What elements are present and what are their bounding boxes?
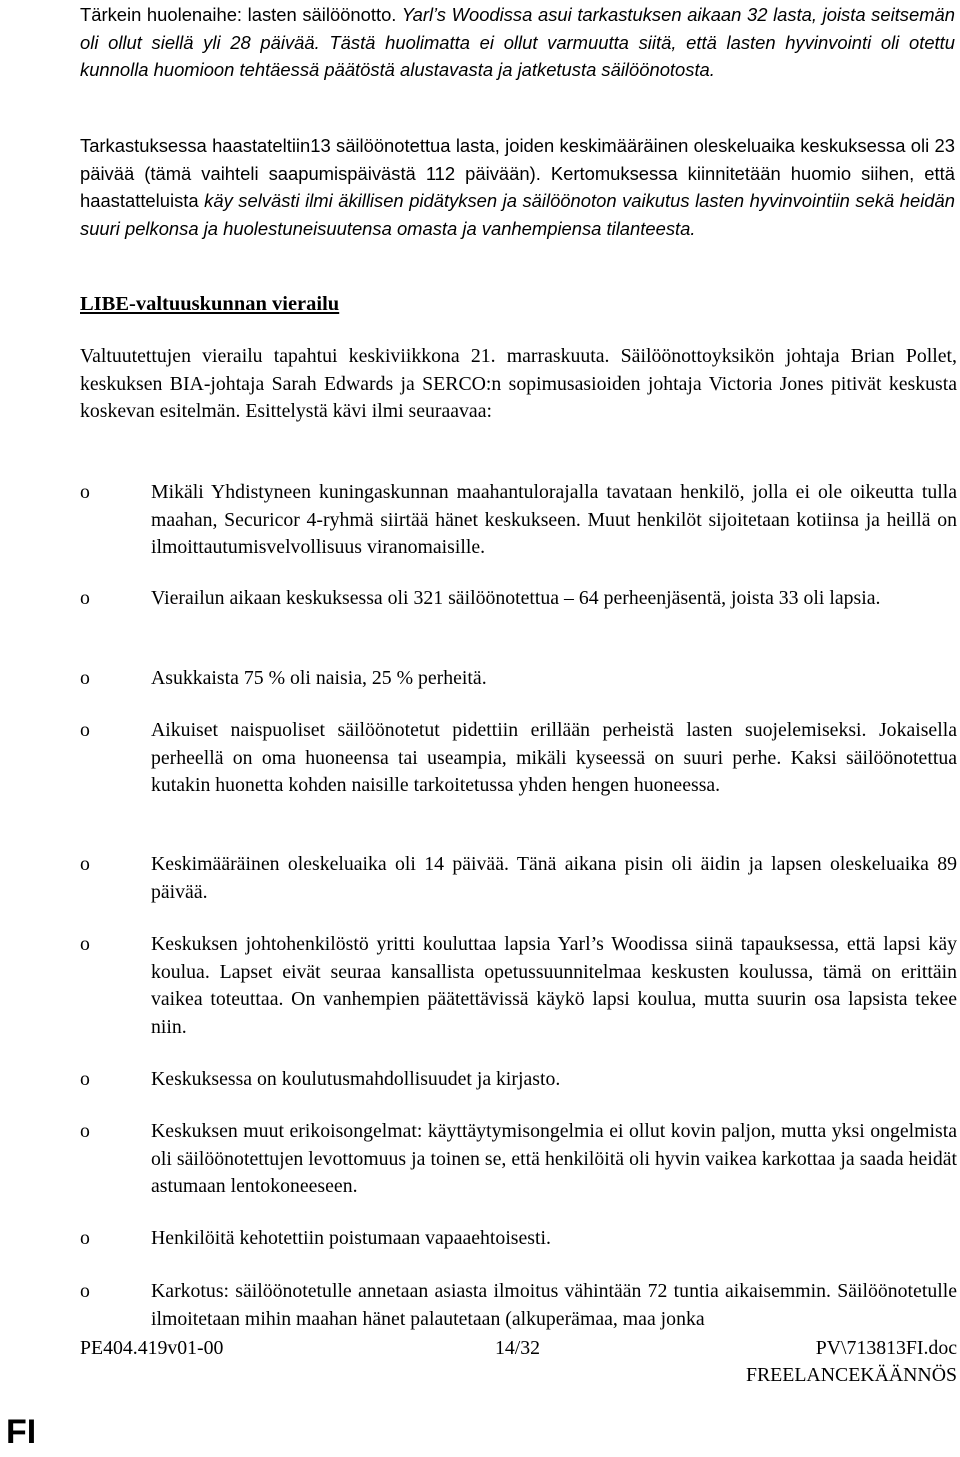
bullet-text: Aikuiset naispuoliset säilöönotetut pidettiin erillään perheistä lasten suojelemiseksi. Jokaisella perheellä on oma huoneensa tai useampia, mikäli kyseessä on suuri perhe. Kaksi säilöönotettua kutakin huonetta kohden naisille tarkoitetussa yhden hengen huoneessa. (151, 719, 957, 796)
bullet-marker: o (80, 587, 90, 609)
bullet-marker: o (80, 667, 90, 689)
bullet-marker: o (80, 1120, 90, 1142)
language-tag: FI (6, 1413, 37, 1451)
bullet-marker: o (80, 1068, 90, 1090)
bullet-text: Asukkaista 75 % oli naisia, 25 % perheitä. (151, 667, 487, 689)
intro-paragraph (80, 1, 955, 84)
footer-file-name: PV\713813FI.doc (815, 1337, 957, 1359)
bullet-marker: o (80, 933, 90, 955)
section-heading: LIBE-valtuuskunnan vierailu (80, 293, 340, 315)
bullet-text: Keskuksen muut erikoisongelmat: käyttäytymisongelmia ei ollut kovin paljon, mutta yksi ongelmista oli säilöönotettujen levottomuus ja toinen se, että henkilöitä oli hyvin vaikea karkottaa ja saada heidät astumaan lentokoneeseen. (151, 1120, 957, 1197)
bullet-text: Mikäli Yhdistyneen kuningaskunnan maahantulorajalla tavataan henkilö, jolla ei ole oikeutta tulla maahan, Securicor 4-ryhmä siirtää hänet keskukseen. Muut henkilöt sijoitetaan kotiinsa ja heillä on ilmoittautumisvelvollisuus viranomaisille. (151, 481, 957, 558)
page-footer (80, 1335, 957, 1395)
inspection-text: Tarkastuksessa haastateltiin13 säilöönotettua lasta, joiden keskimääräinen oleskeluaika keskuksessa oli 23 päivää (tämä vaihteli saapumispäivästä 112 päivään). Kertomuksessa kiinnitetään huomio siihen, että haastatteluista (80, 135, 955, 211)
bullet-marker: o (80, 719, 90, 741)
bullet-marker: o (80, 481, 90, 503)
inspection-paragraph (80, 132, 955, 242)
footer-page-number: 14/32 (495, 1337, 541, 1359)
footer-translator: FREELANCEKÄÄNNÖS (745, 1364, 957, 1386)
footer-doc-ref: PE404.419v01-00 (80, 1337, 224, 1359)
visit-paragraph: Valtuutettujen vierailu tapahtui keskiviikkona 21. marraskuuta. Säilöönottoyksikön johtaja Brian Pollet, keskuksen BIA-johtaja Sarah Edwards ja SERCO:n sopimusasioiden johtaja Victoria Jones pitivät keskusta koskevan esitelmän. Esittelystä kävi ilmi seuraavaa: (80, 345, 957, 422)
bullet-marker: o (80, 853, 90, 875)
bullet-text: Keskimääräinen oleskeluaika oli 14 päivää. Tänä aikana pisin oli äidin ja lapsen oleskeluaika 89 päivää. (151, 853, 957, 903)
bullet-text: Keskuksessa on koulutusmahdollisuudet ja kirjasto. (151, 1068, 561, 1090)
intro-italic: Yarl’s Woodissa asui tarkastuksen aikaan 32 lasta, joista seitsemän oli ollut siellä yli 28 päivää. Tästä huolimatta ei ollut varmuutta siitä, että lasten hyvinvointi oli otettu kunnolla huomioon tehtäessä päätöstä alustavasta ja jatketusta säilöönotosta. (80, 4, 956, 80)
bullet-text: Henkilöitä kehotettiin poistumaan vapaaehtoisesti. (151, 1227, 551, 1249)
bullet-marker: o (80, 1227, 90, 1249)
bullet-text: Karkotus: säilöönotetulle annetaan asiasta ilmoitus vähintään 72 tuntia aikaisemmin. Säilöönotetulle ilmoitetaan mihin maahan hänet palautetaan (alkuperämaa, maa jonka (151, 1280, 957, 1330)
bullet-marker: o (80, 1280, 90, 1302)
intro-lead: Tärkein huolenaihe: lasten säilöönotto. (80, 4, 397, 25)
inspection-italic: käy selvästi ilmi äkillisen pidätyksen ja säilöönoton vaikutus lasten hyvinvointiin sekä heidän suuri pelkonsa ja huolestuneisuutensa omasta ja vanhempiensa tilanteesta. (80, 190, 955, 239)
bullet-text: Vierailun aikaan keskuksessa oli 321 säilöönotettua – 64 perheenjäsentä, joista 33 oli lapsia. (151, 587, 881, 609)
bullet-text: Keskuksen johtohenkilöstö yritti kouluttaa lapsia Yarl’s Woodissa siinä tapauksessa, että lapsi käy koulua. Lapset eivät seuraa kansallista opetussuunnitelmaa keskusten koulussa, tämä on erittäin vaikea toteuttaa. On vanhempien päätettävissä käykö lapsi koulua, mutta suurin osa lapsista tekee niin. (151, 933, 957, 1038)
